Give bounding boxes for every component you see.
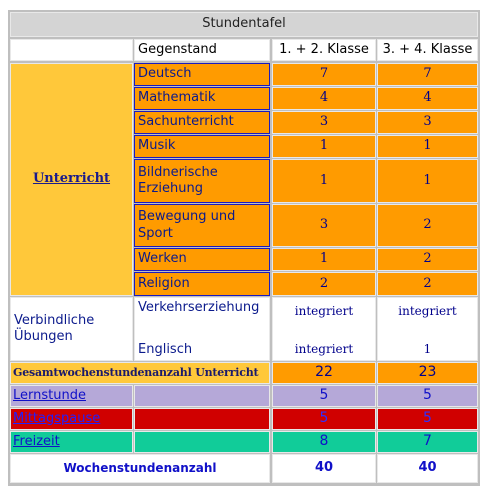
gesamt-k34: 23 [377, 362, 478, 384]
header-empty-cell [10, 39, 133, 61]
subject-religion: Religion [134, 272, 270, 296]
bildnerische-k12: 1 [272, 159, 376, 203]
englisch-k34: 1 [423, 342, 432, 356]
englisch-label: Englisch [138, 341, 193, 357]
mathematik-k12: 4 [272, 87, 376, 110]
header-subject: Gegenstand [134, 39, 270, 61]
englisch-k12: integriert [294, 342, 354, 356]
bewegung-k34: 2 [377, 204, 478, 247]
sachunterricht-k34: 3 [377, 111, 478, 134]
musik-k12: 1 [272, 135, 376, 158]
musik-k34: 1 [377, 135, 478, 158]
lernstunde-empty [134, 385, 270, 407]
mittagspause-empty [134, 408, 270, 430]
wochenstunden-k34: 40 [377, 454, 478, 483]
mittagspause-k12: 5 [272, 408, 376, 430]
mittagspause-link[interactable]: Mittagspause [10, 408, 133, 430]
unterricht-link[interactable]: Unterricht [10, 63, 133, 296]
verkehrserziehung-label: Verkehrserziehung [138, 300, 260, 315]
subject-musik: Musik [134, 135, 270, 158]
freizeit-k34: 7 [377, 431, 478, 453]
freizeit-empty [134, 431, 270, 453]
werken-k12: 1 [272, 248, 376, 271]
deutsch-k12: 7 [272, 63, 376, 86]
sachunterricht-k12: 3 [272, 111, 376, 134]
mathematik-k34: 4 [377, 87, 478, 110]
wochenstunden-k12: 40 [272, 454, 376, 483]
lernstunde-k34: 5 [377, 385, 478, 407]
lernstunde-link[interactable]: Lernstunde [10, 385, 133, 407]
subject-mathematik: Mathematik [134, 87, 270, 110]
table-title: Stundentafel [10, 12, 478, 37]
religion-k12: 2 [272, 272, 376, 296]
verbindliche-k34-cell [377, 297, 478, 361]
deutsch-k34: 7 [377, 63, 478, 86]
header-class-1-2: 1. + 2. Klasse [272, 39, 376, 61]
werken-k34: 2 [377, 248, 478, 271]
verbindliche-items-cell [134, 297, 270, 361]
bewegung-k12: 3 [272, 204, 376, 247]
verbindliche-k12-cell [272, 297, 376, 361]
verbindliche-uebungen-label: Verbindliche Übungen [10, 297, 133, 361]
gesamt-k12: 22 [272, 362, 376, 384]
freizeit-k12: 8 [272, 431, 376, 453]
subject-deutsch: Deutsch [134, 63, 270, 86]
subject-sachunterricht: Sachunterricht [134, 111, 270, 134]
religion-k34: 2 [377, 272, 478, 296]
subject-bewegung-und-sport: Bewegung und Sport [134, 204, 270, 247]
verkehr-k34: integriert [398, 304, 457, 318]
header-class-3-4: 3. + 4. Klasse [377, 39, 478, 61]
gesamt-label: Gesamtwochenstundenanzahl Unterricht [10, 362, 270, 384]
freizeit-link[interactable]: Freizeit [10, 431, 133, 453]
subject-bildnerische-erziehung: Bildnerische Erziehung [134, 159, 270, 203]
verkehr-k12: integriert [294, 304, 354, 318]
stundentafel-table [8, 10, 480, 486]
subject-werken: Werken [134, 248, 270, 271]
bildnerische-k34: 1 [377, 159, 478, 203]
lernstunde-k12: 5 [272, 385, 376, 407]
mittagspause-k34: 5 [377, 408, 478, 430]
wochenstunden-label: Wochenstundenanzahl [10, 454, 270, 483]
